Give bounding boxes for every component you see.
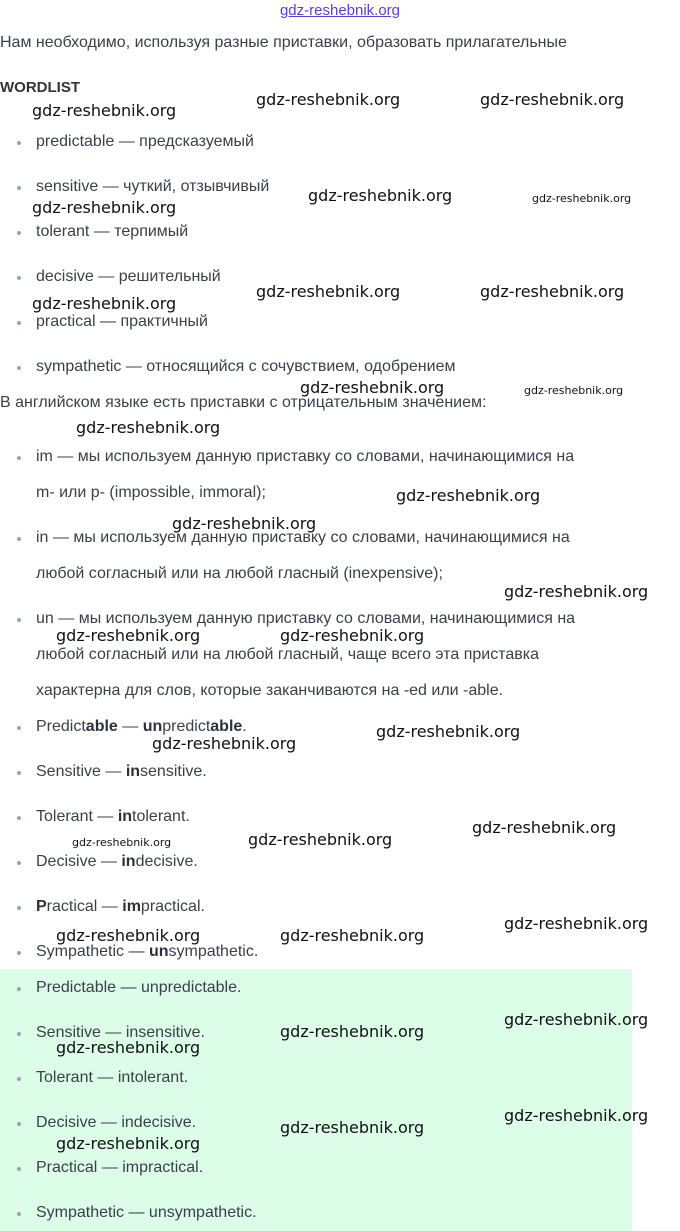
watermark: gdz-reshebnik.org: [504, 1106, 649, 1125]
watermark: gdz-reshebnik.org: [56, 626, 201, 645]
wordlist-item: predictable — предсказуемый: [36, 133, 254, 150]
prefix-rule-im: im — мы используем данную приставку со словами, начинающимися на: [36, 448, 575, 465]
watermark: gdz-reshebnik.org: [56, 926, 201, 945]
watermark: gdz-reshebnik.org: [524, 384, 624, 397]
wordlist-item: practical — практичный: [36, 313, 208, 330]
watermark: gdz-reshebnik.org: [280, 1118, 425, 1137]
watermark: gdz-reshebnik.org: [280, 926, 425, 945]
answer-plain: Tolerant — intolerant.: [36, 1069, 189, 1086]
intro-text: Нам необходимо, используя разные приставки, образовать прилагательные: [0, 34, 567, 51]
watermark: gdz-reshebnik.org: [472, 818, 617, 837]
watermark: gdz-reshebnik.org: [300, 378, 445, 397]
answer-plain: Sensitive — insensitive.: [36, 1024, 205, 1041]
watermark: gdz-reshebnik.org: [256, 90, 401, 109]
answer-bold: Decisive — indecisive.: [36, 853, 198, 870]
watermark: gdz-reshebnik.org: [280, 626, 425, 645]
watermark: gdz-reshebnik.org: [280, 1022, 425, 1041]
answer-plain: Decisive — indecisive.: [36, 1114, 197, 1131]
watermark: gdz-reshebnik.org: [56, 1134, 201, 1153]
answer-plain: Sympathetic — unsympathetic.: [36, 1204, 257, 1221]
wordlist-heading: WORDLIST: [0, 79, 80, 96]
prefix-rule-un: un — мы используем данную приставку со словами, начинающимися на: [36, 610, 576, 627]
answer-bold: Practical — impractical.: [36, 898, 205, 915]
watermark: gdz-reshebnik.org: [56, 1038, 201, 1057]
prefix-rule-in: in — мы используем данную приставку со словами, начинающимися на: [36, 529, 570, 546]
watermark: gdz-reshebnik.org: [480, 90, 625, 109]
watermark: gdz-reshebnik.org: [32, 198, 177, 217]
answer-bold: Sympathetic — unsympathetic.: [36, 943, 259, 960]
prefix-intro: В английском языке есть приставки с отрицательным значением:: [0, 394, 487, 411]
wordlist-item: tolerant — терпимый: [36, 223, 189, 240]
answer-bold: Predictable — unpredictable.: [36, 718, 247, 735]
answer-plain: Practical — impractical.: [36, 1159, 204, 1176]
wordlist-item: decisive — решительный: [36, 268, 221, 285]
watermark: gdz-reshebnik.org: [504, 1010, 649, 1029]
watermark: gdz-reshebnik.org: [172, 514, 317, 533]
answer-highlight-block: [0, 969, 632, 1231]
site-link[interactable]: gdz-reshebnik.org: [279, 2, 401, 19]
watermark: gdz-reshebnik.org: [308, 186, 453, 205]
watermark: gdz-reshebnik.org: [532, 192, 632, 205]
watermark: gdz-reshebnik.org: [256, 282, 401, 301]
answer-plain: Predictable — unpredictable.: [36, 979, 242, 996]
wordlist-item: sympathetic — относящийся с сочувствием, одобрением: [36, 358, 456, 375]
watermark: gdz-reshebnik.org: [152, 734, 297, 753]
watermark: gdz-reshebnik.org: [504, 914, 649, 933]
prefix-rule-in-cont: любой согласный или на любой гласный (inexpensive);: [36, 565, 443, 582]
watermark: gdz-reshebnik.org: [504, 582, 649, 601]
watermark: gdz-reshebnik.org: [396, 486, 541, 505]
watermark: gdz-reshebnik.org: [76, 418, 221, 437]
wordlist-item: sensitive — чуткий, отзывчивый: [36, 178, 270, 195]
watermark: gdz-reshebnik.org: [72, 836, 172, 849]
prefix-rule-un-cont: любой согласный или на любой гласный, чаще всего эта приставка: [36, 646, 540, 663]
watermark: gdz-reshebnik.org: [376, 722, 521, 741]
prefix-rule-un-cont: характерна для слов, которые заканчиваются на -ed или -able.: [36, 682, 504, 699]
prefix-rule-im-cont: m- или p- (impossible, immoral);: [36, 484, 266, 501]
answer-bold: Sensitive — insensitive.: [36, 763, 207, 780]
answer-bold: Tolerant — intolerant.: [36, 808, 190, 825]
watermark: gdz-reshebnik.org: [32, 101, 177, 120]
watermark: gdz-reshebnik.org: [480, 282, 625, 301]
watermark: gdz-reshebnik.org: [32, 294, 177, 313]
watermark: gdz-reshebnik.org: [248, 830, 393, 849]
